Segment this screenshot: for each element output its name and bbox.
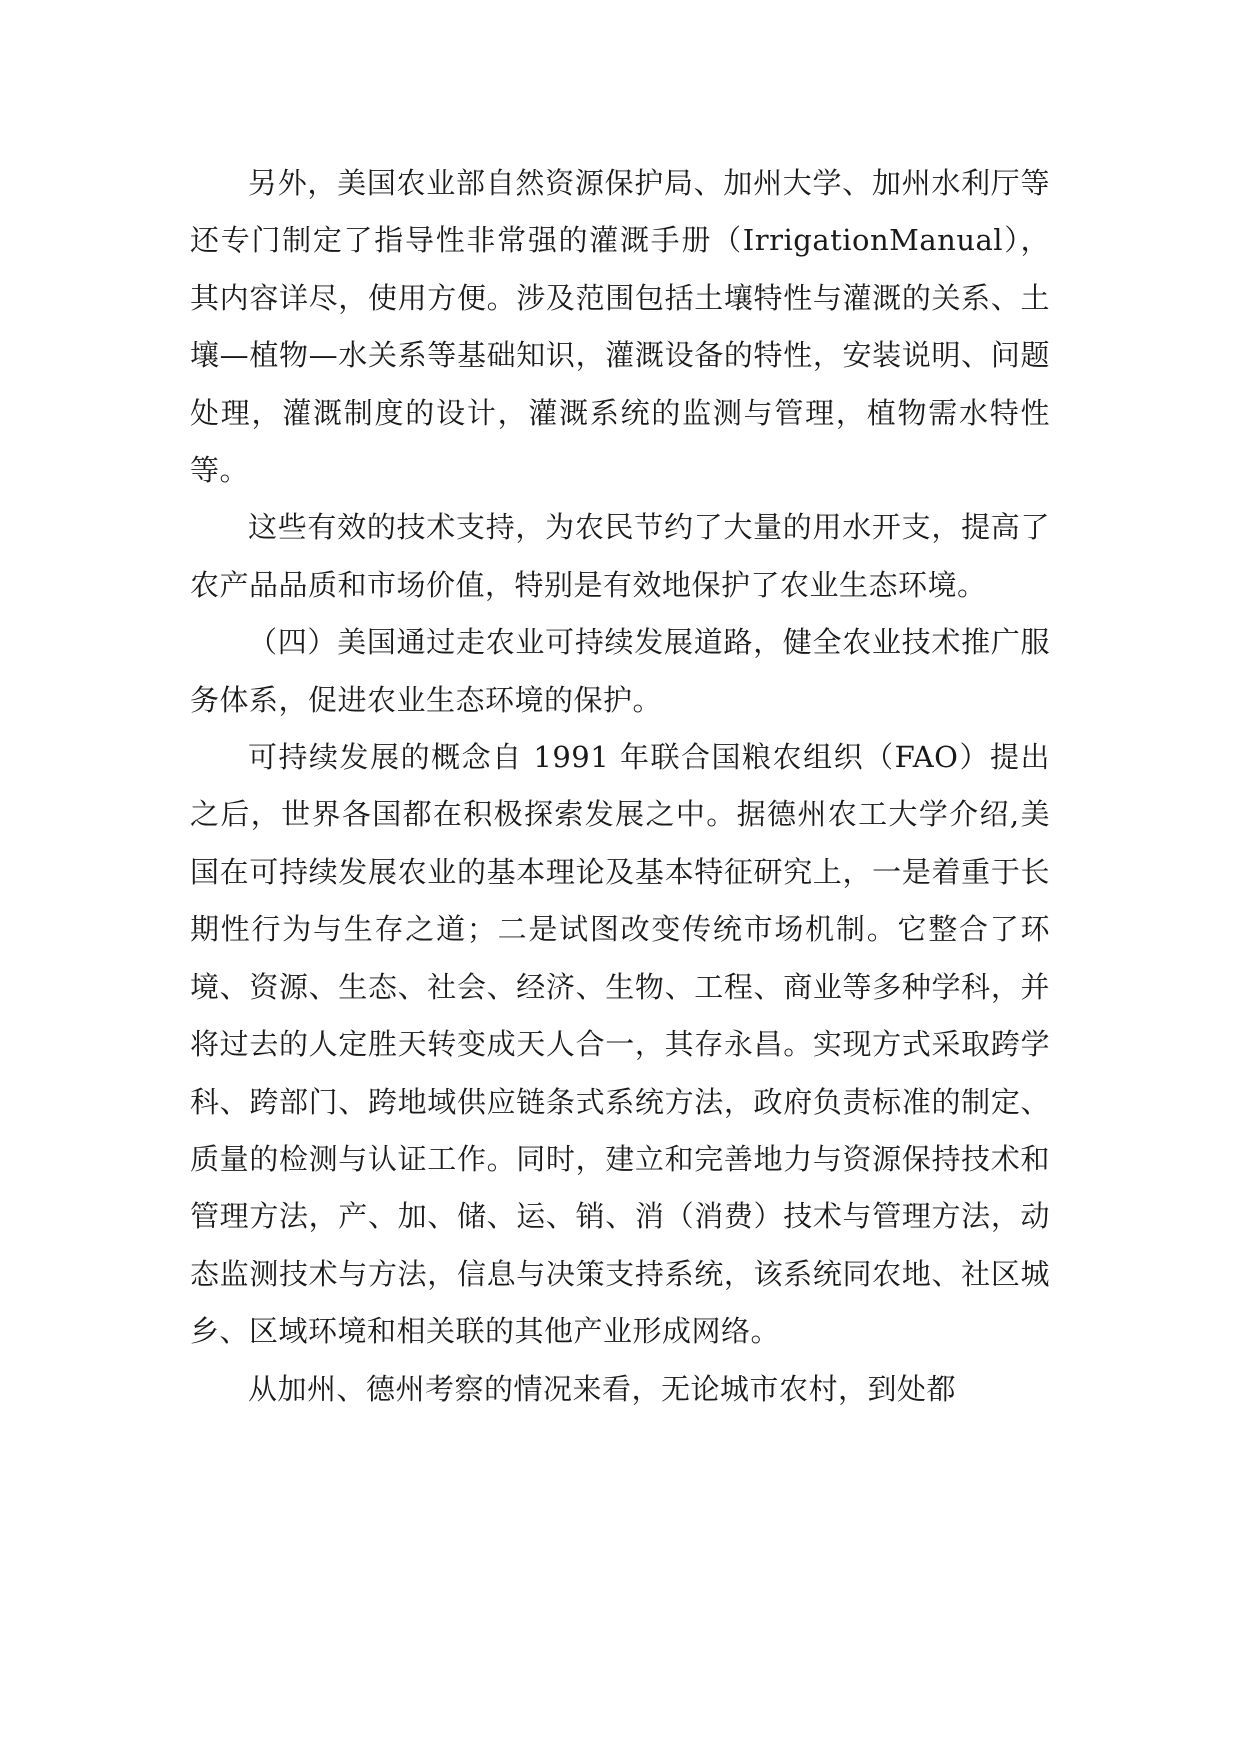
paragraph-irrigation-manual: 另外，美国农业部自然资源保护局、加州大学、加州水利厅等还专门制定了指导性非常强的灌溉手册（IrrigationManual），其内容详尽，使用方便。涉及范围包括土壤特性与灌溉的关系、土壤—植物—水关系等基础知识，灌溉设备的特性，安装说明、问题处理，灌溉制度的设计，灌溉系统的监测与管理，植物需水特性等。	[190, 166, 1050, 488]
paragraph-observation: 从加州、德州考察的情况来看，无论城市农村，到处都	[248, 1371, 957, 1406]
document-page	[190, 155, 1050, 1418]
paragraph-technical-support: 这些有效的技术支持，为农民节约了大量的用水开支，提高了农产品品质和市场价值，特别是有效地保护了农业生态环境。	[190, 510, 1050, 602]
paragraph-sustainable-development: 可持续发展的概念自 1991 年联合国粮农组织（FAO）提出之后，世界各国都在积极探索发展之中。据德州农工大学介绍,美国在可持续发展农业的基本理论及基本特征研究上，一是着重于长期性行为与生存之道；二是试图改变传统市场机制。它整合了环境、资源、生态、社会、经济、生物、工程、商业等多种学科，并将过去的人定胜天转变成天人合一，其存永昌。实现方式采取跨学科、跨部门、跨地域供应链条式系统方法，政府负责标准的制定、质量的检测与认证工作。同时，建立和完善地力与资源保持技术和管理方法，产、加、储、运、销、消（消费）技术与管理方法，动态监测技术与方法，信息与决策支持系统，该系统同农地、社区城乡、区域环境和相关联的其他产业形成网络。	[190, 740, 1050, 1349]
paragraph-section-heading: （四）美国通过走农业可持续发展道路，健全农业技术推广服务体系，促进农业生态环境的保护。	[190, 625, 1050, 717]
